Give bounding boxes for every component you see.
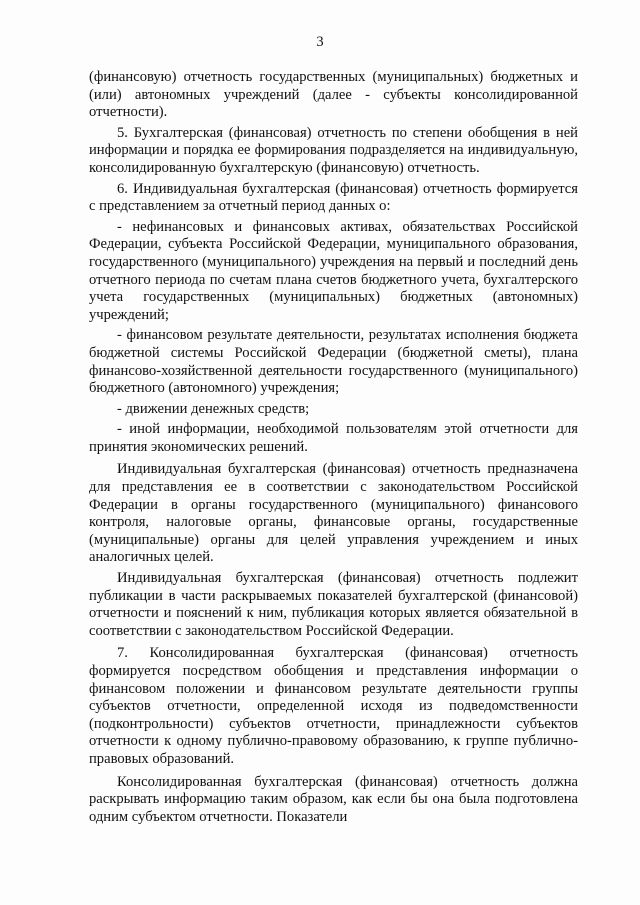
paragraph-individual-publication: Индивидуальная бухгалтерская (финансовая) отчетность подлежит публикации в части раскрываемых показателей бухгалтерской (финансовой) отчетности и пояснений к ним, публикация которых является обязательной в соответствии с законодательством Российской Федерации. [89, 570, 578, 639]
paragraph-individual-purpose: Индивидуальная бухгалтерская (финансовая) отчетность предназначена для представления ее в соответствии с законодательством Российской Федерации в органы государственного (муниципального) финансового контроля, налоговые органы, финансовые органы, государственные (муниципальные) органы для целей управления учреждением и иных аналогичных целей. [89, 461, 578, 566]
list-item-financial-result: - финансовом результате деятельности, результатах исполнения бюджета бюджетной системы Российской Федерации (бюджетной сметы), плана финансово-хозяйственной деятельности государственного (муниципального) бюджетного (автономного) учреждения; [89, 327, 578, 397]
document-body [89, 69, 578, 826]
list-item-other-info: - иной информации, необходимой пользователям этой отчетности для принятия экономических решений. [89, 421, 578, 455]
list-item-assets: - нефинансовых и финансовых активах, обязательствах Российской Федерации, субъекта Российской Федерации, муниципального образования, государственного (муниципального) учреждения на первый и последний день отчетного периода по счетам плана счетов бюджетного учета, бухгалтерского учета государственных (муниципальных) бюджетных (автономных) учреждений; [89, 218, 578, 323]
paragraph-item-6: 6. Индивидуальная бухгалтерская (финансовая) отчетность формируется с представлением за отчетный период данных о: [89, 180, 578, 215]
paragraph-item-7: 7. Консолидированная бухгалтерская (финансовая) отчетность формируется посредством обобщения и представления информации о финансовом положении и финансовом результате деятельности группы субъектов отчетности, определенной исходя из подведомственности (подконтрольности) субъектов отчетности, принадлежности субъектов отчетности к одному публично-правовому образованию, к группе публично-правовых образований. [89, 645, 578, 767]
paragraph-consolidated-disclosure: Консолидированная бухгалтерская (финансовая) отчетность должна раскрывать информацию таким образом, как если бы она была подготовлена одним субъектом отчетности. Показатели [89, 773, 578, 825]
page-number: 3 [316, 34, 324, 50]
paragraph-item-5: 5. Бухгалтерская (финансовая) отчетность по степени обобщения в ней информации и порядка ее формирования подразделяется на индивидуальную, консолидированную бухгалтерскую (финансовую) отчетность. [89, 124, 578, 176]
paragraph-continuation: (финансовую) отчетность государственных (муниципальных) бюджетных и (или) автономных учреждений (далее - субъекты консолидированной отчетности). [89, 69, 578, 121]
list-item-cash-flow: - движении денежных средств; [117, 400, 310, 417]
